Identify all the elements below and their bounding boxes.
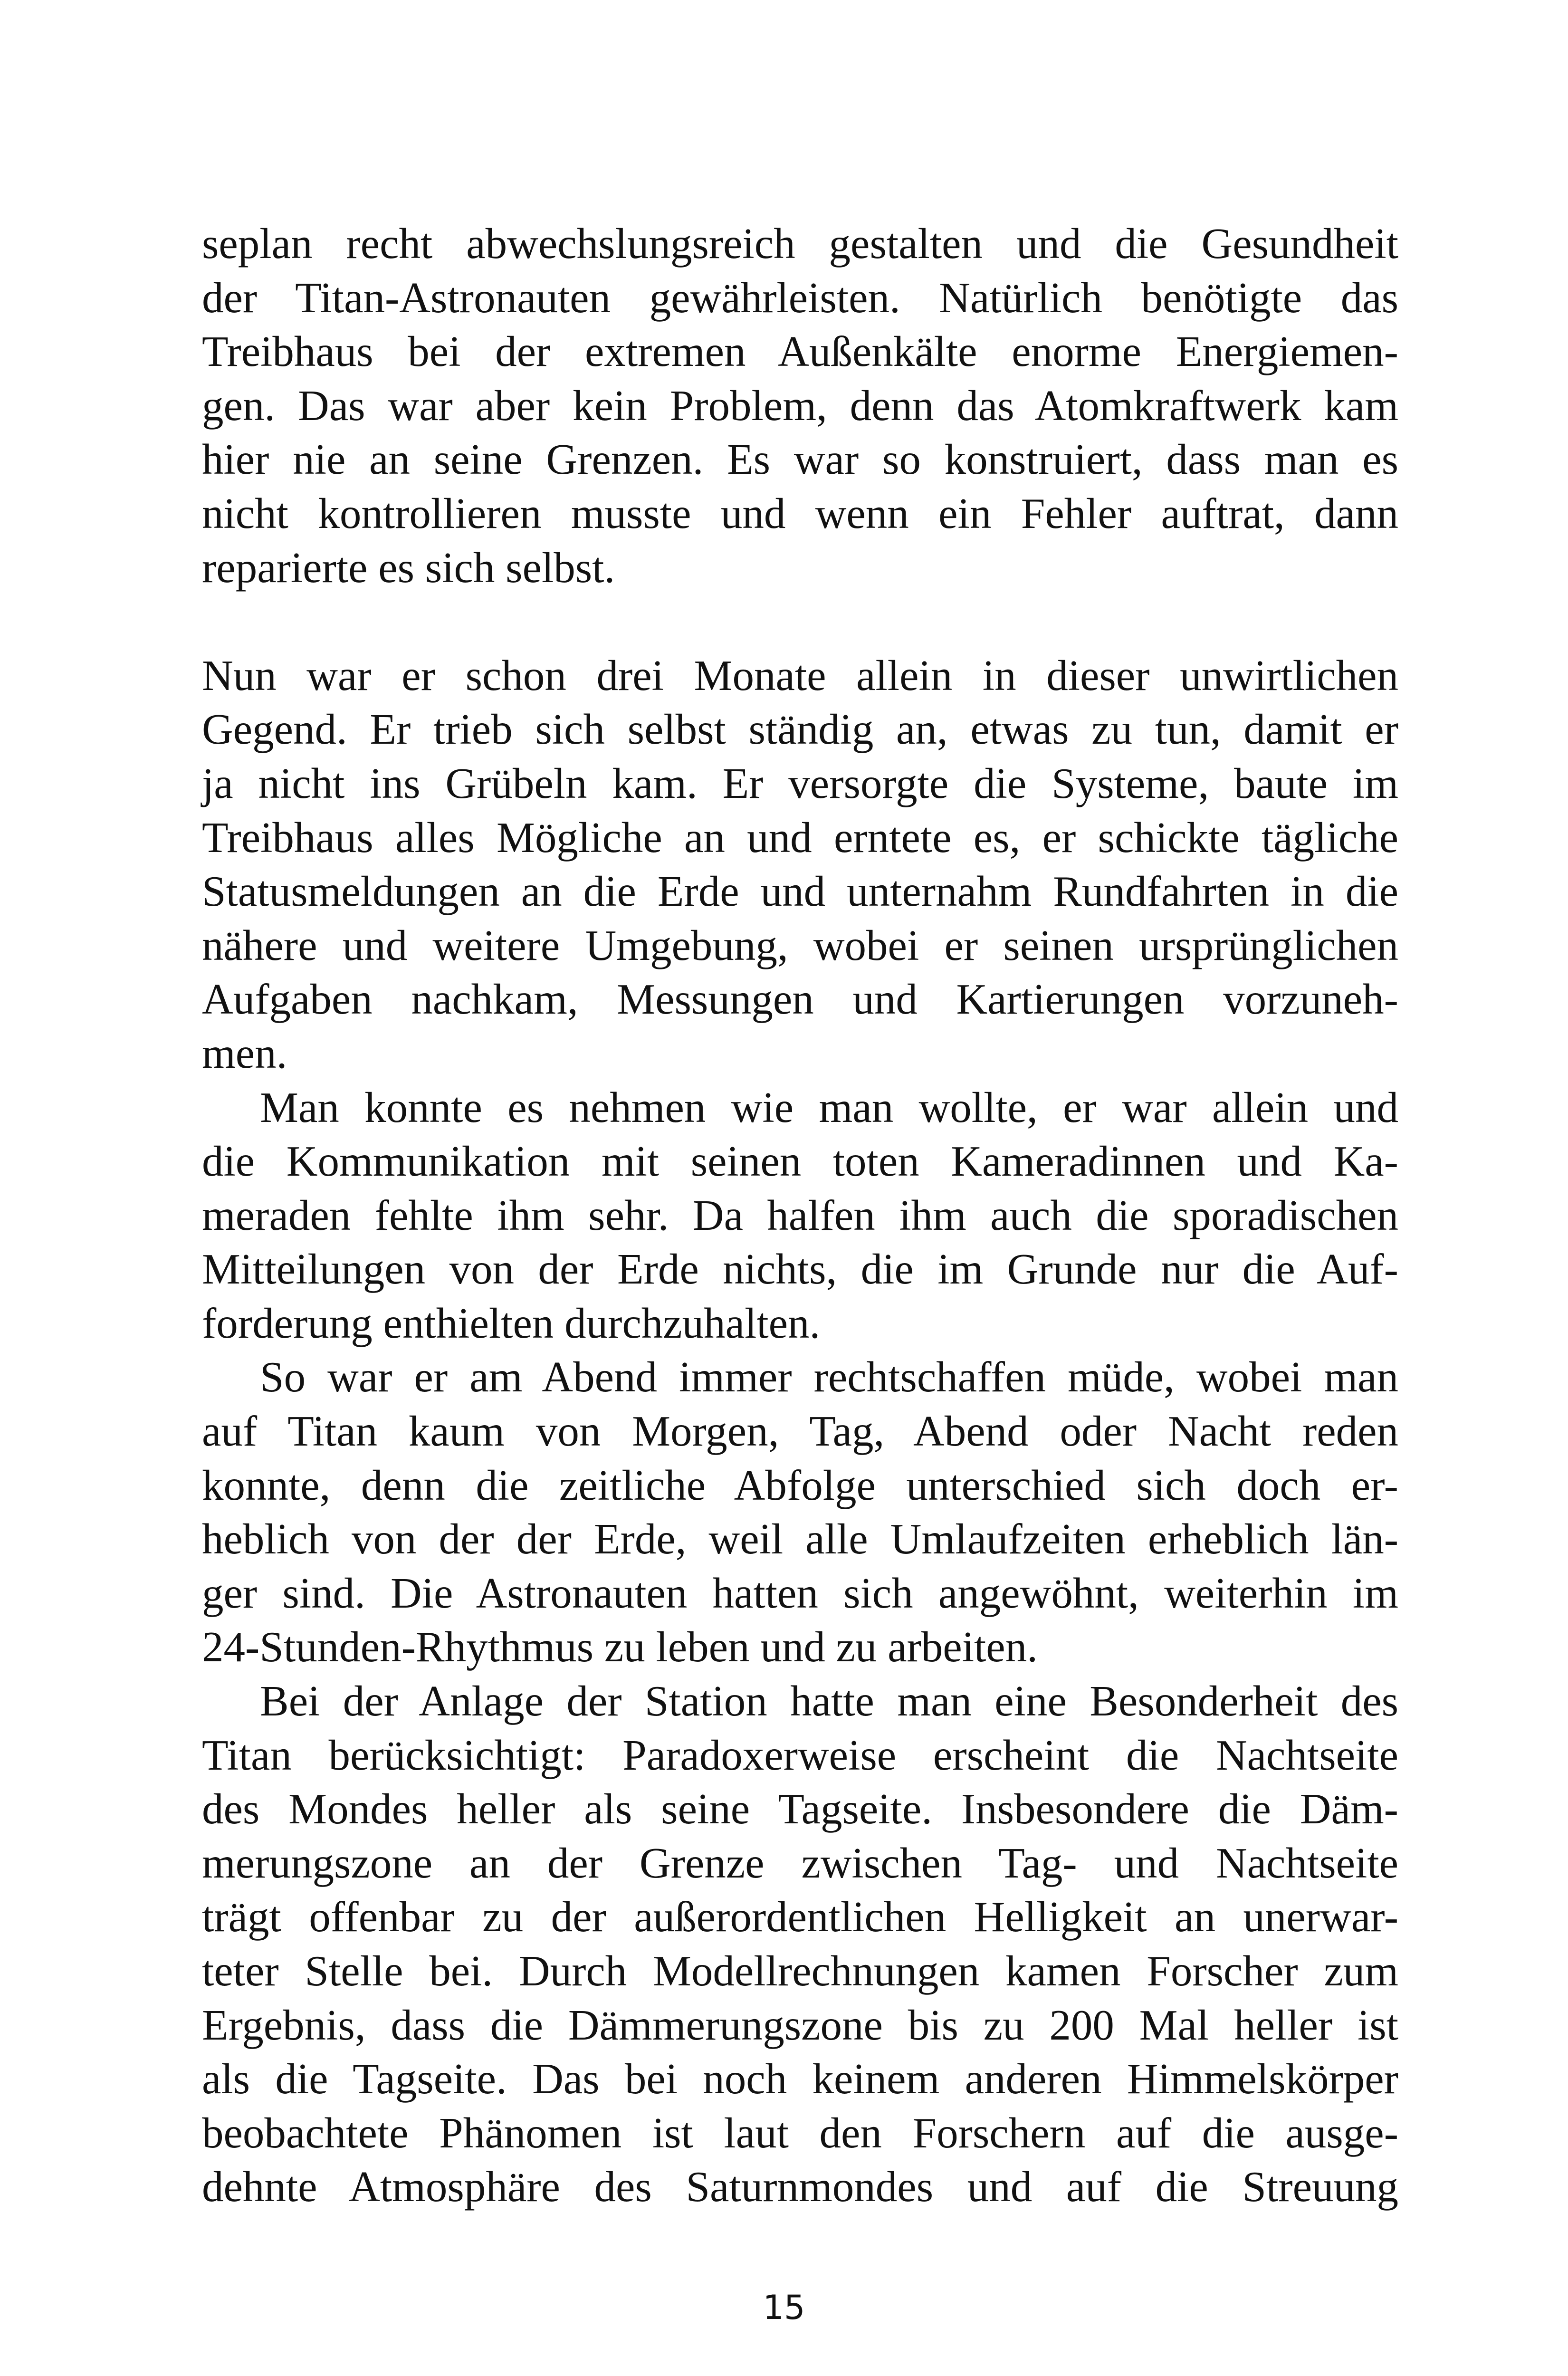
text-line: Treibhaus bei der extremen Außenkälte enorme Energiemen- <box>202 327 1398 376</box>
text-line: trägt offenbar zu der außerordentlichen Helligkeit an unerwar- <box>202 1893 1398 1941</box>
text-line: Man konnte es nehmen wie man wollte, er war allein und <box>260 1083 1398 1131</box>
text-line: Ergebnis, dass die Dämmerungszone bis zu 200 Mal heller ist <box>202 2001 1398 2049</box>
text-line: hier nie an seine Grenzen. Es war so konstruiert, dass man es <box>202 435 1398 484</box>
text-line: meraden fehlte ihm sehr. Da halfen ihm auch die sporadischen <box>202 1191 1398 1239</box>
text-line: forderung enthielten durchzuhalten. <box>202 1299 821 1347</box>
text-line: der Titan-Astronauten gewährleisten. Natürlich benötigte das <box>202 273 1398 322</box>
text-line: Bei der Anlage der Station hatte man eine Besonderheit des <box>260 1677 1398 1725</box>
text-line: auf Titan kaum von Morgen, Tag, Abend oder Nacht reden <box>202 1407 1398 1456</box>
text-line: dehnte Atmosphäre des Saturnmondes und auf die Streuung <box>202 2163 1398 2211</box>
text-line: nicht kontrollieren musste und wenn ein Fehler auftrat, dann <box>202 489 1398 537</box>
text-line: reparierte es sich selbst. <box>202 543 615 592</box>
text-line: seplan recht abwechslungsreich gestalten und die Gesundheit <box>202 220 1398 268</box>
text-line: Titan berücksichtigt: Paradoxerweise erscheint die Nachtseite <box>202 1731 1398 1779</box>
text-line: So war er am Abend immer rechtschaffen müde, wobei man <box>260 1353 1398 1401</box>
text-line: 24-Stunden-Rhythmus zu leben und zu arbeiten. <box>202 1623 1038 1671</box>
text-line: gen. Das war aber kein Problem, denn das Atomkraftwerk kam <box>202 381 1398 430</box>
text-line: beobachtete Phänomen ist laut den Forschern auf die ausge- <box>202 2108 1398 2157</box>
paragraph-gap <box>202 594 1398 649</box>
text-line: merungszone an der Grenze zwischen Tag- und Nachtseite <box>202 1839 1398 1887</box>
text-line: ger sind. Die Astronauten hatten sich angewöhnt, weiterhin im <box>202 1569 1398 1617</box>
text-line: konnte, denn die zeitliche Abfolge unterschied sich doch er- <box>202 1461 1398 1509</box>
text-line: nähere und weitere Umgebung, wobei er seinen ursprünglichen <box>202 921 1398 969</box>
text-line: Aufgaben nachkam, Messungen und Kartierungen vorzuneh- <box>202 975 1398 1024</box>
text-line: men. <box>202 1029 287 1077</box>
text-line: des Mondes heller als seine Tagseite. Insbesondere die Däm- <box>202 1785 1398 1833</box>
text-line: Statusmeldungen an die Erde und unternahm Rundfahrten in die <box>202 867 1398 916</box>
text-line: die Kommunikation mit seinen toten Kameradinnen und Ka- <box>202 1137 1398 1186</box>
text-line: als die Tagseite. Das bei noch keinem anderen Himmelskörper <box>202 2055 1398 2103</box>
body-text <box>202 217 1398 2214</box>
text-line: teter Stelle bei. Durch Modellrechnungen kamen Forscher zum <box>202 1947 1398 1995</box>
text-line: Mitteilungen von der Erde nichts, die im Grunde nur die Auf- <box>202 1245 1398 1293</box>
text-line: Nun war er schon drei Monate allein in dieser unwirtlichen <box>202 651 1398 699</box>
text-line: ja nicht ins Grübeln kam. Er versorgte die Systeme, baute im <box>202 759 1398 807</box>
text-line: heblich von der der Erde, weil alle Umlaufzeiten erheblich län- <box>202 1515 1398 1563</box>
page-number: 15 <box>763 2288 805 2327</box>
text-line: Treibhaus alles Mögliche an und erntete es, er schickte tägliche <box>202 813 1398 862</box>
text-line: Gegend. Er trieb sich selbst ständig an, etwas zu tun, damit er <box>202 705 1398 754</box>
